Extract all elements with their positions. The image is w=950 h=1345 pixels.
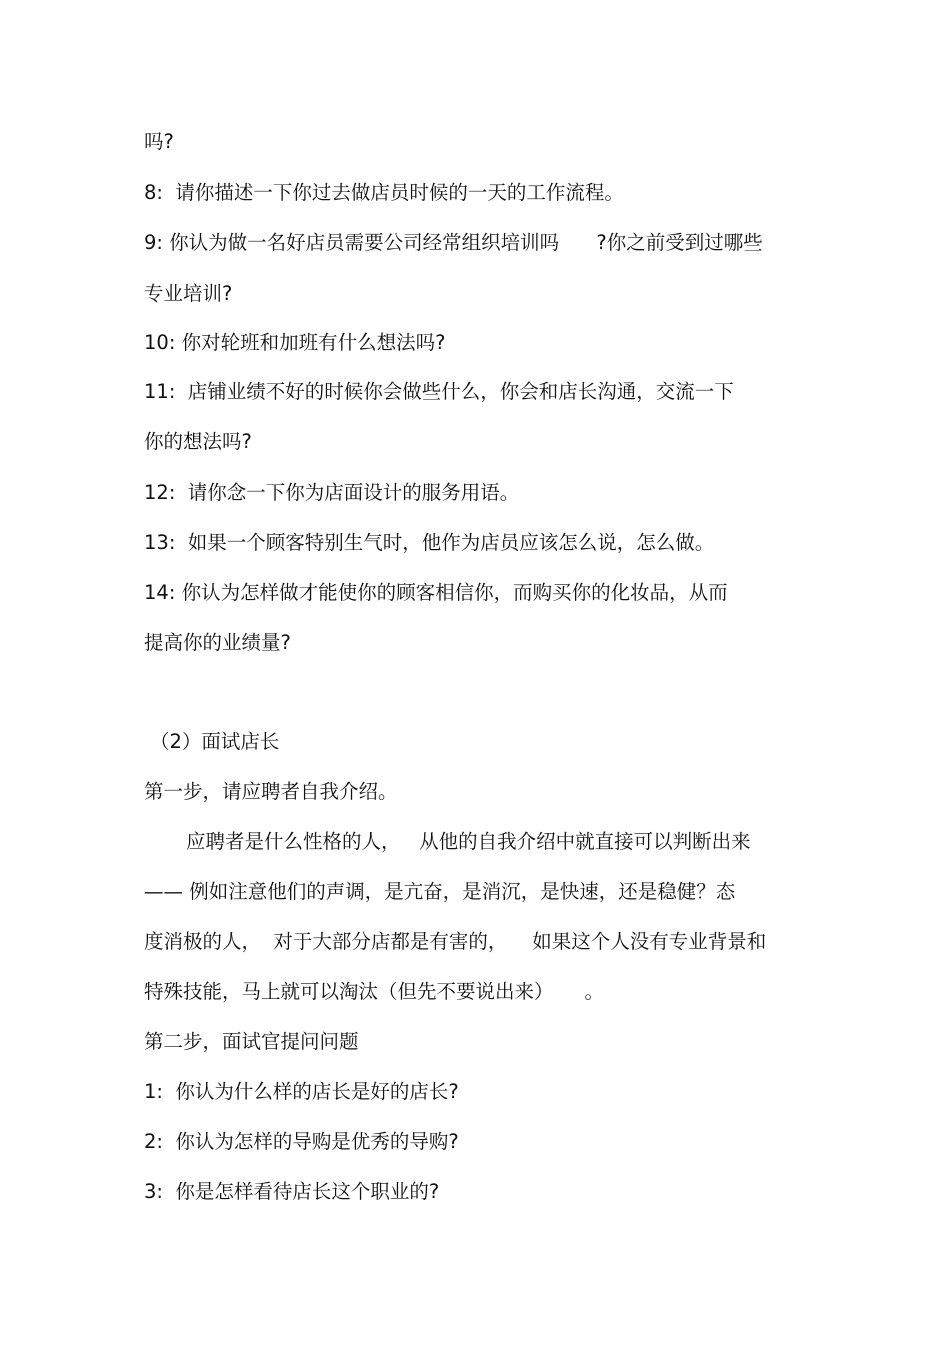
question-11: 11: 店铺业绩不好的时候你会做些什么，你会和店长沟通，交流一下 <box>144 380 734 403</box>
question-13: 13: 如果一个顾客特别生气时，他作为店员应该怎么说，怎么做。 <box>144 531 715 554</box>
section-heading: （2）面试店长 <box>150 730 280 753</box>
paragraph-line: 特殊技能，马上就可以淘汰（但先不要说出来） 。 <box>144 980 604 1003</box>
text-line: 吗? <box>144 130 174 153</box>
text-line: 提高你的业绩量? <box>144 631 291 654</box>
step-one: 第一步，请应聘者自我介绍。 <box>144 780 398 803</box>
paragraph-line: 应聘者是什么性格的人， 从他的自我介绍中就直接可以判断出来 <box>186 830 751 853</box>
question-14: 14: 你认为怎样做才能使你的顾客相信你，而购买你的化妆品，从而 <box>144 581 728 604</box>
paragraph-line: 度消极的人， 对于大部分店都是有害的， 如果这个人没有专业背景和 <box>144 930 767 953</box>
text-line: 你的想法吗? <box>144 430 252 453</box>
text-line: 专业培训? <box>144 282 233 305</box>
paragraph-line: —— 例如注意他们的声调，是亢奋，是消沉，是快速，还是稳健？态 <box>144 880 736 903</box>
manager-question-2: 2: 你认为怎样的导购是优秀的导购? <box>144 1130 459 1153</box>
question-8: 8: 请你描述一下你过去做店员时候的一天的工作流程。 <box>144 181 624 204</box>
question-12: 12: 请你念一下你为店面设计的服务用语。 <box>144 481 520 504</box>
manager-question-1: 1: 你认为什么样的店长是好的店长? <box>144 1080 459 1103</box>
question-9: 9: 你认为做一名好店员需要公司经常组织培训吗 ?你之前受到过哪些 <box>144 231 763 254</box>
question-10: 10: 你对轮班和加班有什么想法吗? <box>144 331 446 354</box>
manager-question-3: 3: 你是怎样看待店长这个职业的? <box>144 1180 440 1203</box>
step-two: 第二步，面试官提问问题 <box>144 1030 359 1053</box>
